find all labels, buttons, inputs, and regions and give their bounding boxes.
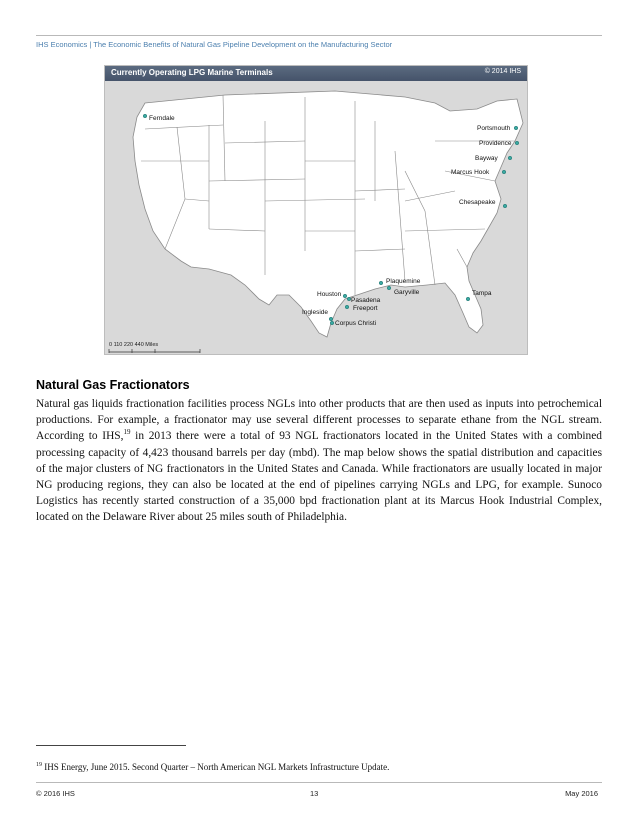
footer-date: May 2016	[565, 789, 598, 798]
footnote-reference[interactable]: 19	[123, 428, 131, 437]
ferndale-marker	[143, 114, 147, 118]
footer-rule	[36, 782, 602, 783]
lpg-terminals-map	[104, 65, 528, 355]
map-scale-label: 0 110 220 440 Miles	[109, 342, 159, 348]
plaquemine-label: Plaquemine	[386, 278, 421, 285]
garyville-label: Garyville	[394, 289, 420, 296]
paragraph-text-part-1: Natural gas liquids fractionation facilities process NGLs into other products that are then used as inputs into petrochemical productions. For example, a fractionator may use several different processes to separate ethane from the NGL stream. According to IHS,	[36, 398, 602, 443]
section-heading: Natural Gas Fractionators	[36, 378, 190, 392]
pasadena-label: Pasadena	[351, 297, 381, 304]
running-header: IHS Economics | The Economic Benefits of Natural Gas Pipeline Development on the Manufacturing Sector	[36, 40, 393, 49]
footnote-rule	[36, 745, 186, 746]
page-number: 13	[310, 789, 319, 798]
houston-label: Houston	[317, 291, 342, 298]
ingleside-label: Ingleside	[302, 309, 329, 316]
footnote-number: 19	[36, 762, 42, 768]
garyville-marker	[387, 286, 391, 290]
paragraph-text-part-2: in 2013 there were a total of 93 NGL fractionators located in the United States with a combined processing capacity of 4,423 thousand barrels per day (mbd). The map below shows the spatial distribution and capacities of the major clusters of NG fractionators in the United States and Canada. While fractionators are usually located in major NG producing regions, they can also be located at the end of pipelines carrying NGLs and LPG, for example. Sunoco Logistics has recently started construction of a 35,000 bpd fractionation plant at its Marcus Hook Industrial Complex, located on the Delaware River about 25 miles south of Philadelphia.	[36, 430, 602, 524]
footnote-text: IHS Energy, June 2015. Second Quarter – North American NGL Markets Infrastructure Update.	[42, 762, 390, 772]
tampa-label: Tampa	[472, 290, 492, 297]
plaquemine-marker	[379, 281, 383, 285]
providence-label: Providence	[479, 140, 512, 147]
chesapeake-label: Chesapeake	[459, 199, 496, 206]
tampa-marker	[466, 297, 470, 301]
chesapeake-marker	[503, 204, 507, 208]
corpus-christi-marker	[330, 321, 334, 325]
marcus-hook-marker	[502, 170, 506, 174]
footer-copyright: © 2016 IHS	[36, 789, 75, 798]
ingleside-marker	[329, 317, 333, 321]
providence-marker	[515, 141, 519, 145]
map-title-bar	[105, 66, 527, 81]
freeport-label: Freeport	[353, 305, 378, 312]
map-copyright: © 2014 IHS	[484, 68, 521, 75]
corpus-christi-label: Corpus Christi	[335, 320, 377, 327]
portsmouth-marker	[514, 126, 518, 130]
header-rule	[36, 35, 602, 36]
footnote	[36, 762, 602, 772]
houston-marker	[343, 294, 347, 298]
freeport-marker	[345, 305, 349, 309]
map-title: Currently Operating LPG Marine Terminals	[111, 68, 273, 77]
body-paragraph	[36, 396, 602, 526]
portsmouth-label: Portsmouth	[477, 125, 511, 132]
marcus-hook-label: Marcus Hook	[451, 169, 490, 176]
bayway-label: Bayway	[475, 155, 498, 162]
bayway-marker	[508, 156, 512, 160]
ferndale-label: Ferndale	[149, 115, 175, 122]
